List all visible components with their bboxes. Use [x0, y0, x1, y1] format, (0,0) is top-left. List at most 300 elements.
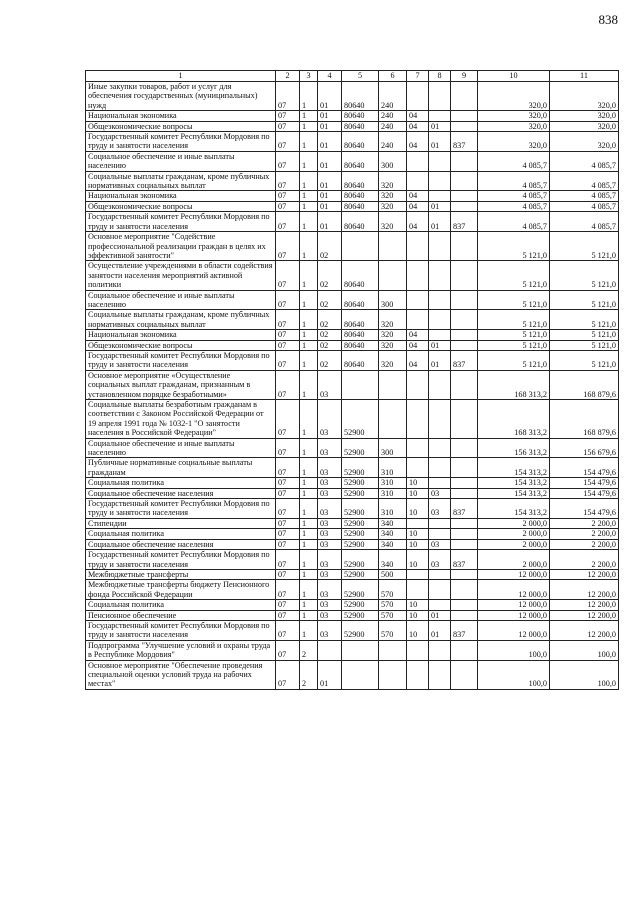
cell-code-3: 1: [300, 350, 318, 370]
table-row: [86, 201, 619, 211]
cell-target-article: 80640: [342, 201, 379, 211]
cell-target-article: 80640: [342, 132, 379, 152]
cell-amount-year-1: 320,0: [478, 82, 550, 111]
cell-code-3: 1: [300, 400, 318, 439]
table-row: [86, 290, 619, 310]
table-row: [86, 499, 619, 519]
cell-code-4: 03: [318, 400, 342, 439]
cell-amount-year-2: 12 200,0: [550, 569, 619, 579]
cell-target-article: 52900: [342, 580, 379, 600]
cell-description: Государственный комитет Республики Мордовия по труду и занятости населения: [86, 620, 276, 640]
cell-expense-type: 310: [379, 499, 407, 519]
cell-amount-year-1: 154 313,2: [478, 488, 550, 498]
cell-code-4: 03: [318, 569, 342, 579]
cell-amount-year-1: 5 121,0: [478, 340, 550, 350]
column-header: 2: [276, 71, 300, 82]
cell-code-3: 1: [300, 121, 318, 131]
cell-target-article: 80640: [342, 261, 379, 290]
cell-expense-type: 320: [379, 310, 407, 330]
table-row: [86, 151, 619, 171]
cell-code-2: 07: [276, 438, 300, 458]
cell-ministry: 837: [451, 132, 478, 152]
table-row: [86, 340, 619, 350]
cell-amount-year-2: 2 200,0: [550, 539, 619, 549]
cell-expense-type: 240: [379, 111, 407, 121]
cell-section: 04: [407, 201, 429, 211]
cell-code-2: 07: [276, 151, 300, 171]
budget-table: [85, 70, 618, 690]
cell-code-3: 1: [300, 569, 318, 579]
cell-subsection: [429, 438, 451, 458]
table-header-row: [86, 71, 619, 82]
cell-amount-year-1: 4 085,7: [478, 191, 550, 201]
cell-amount-year-2: 168 879,6: [550, 400, 619, 439]
cell-section: 04: [407, 121, 429, 131]
cell-ministry: [451, 610, 478, 620]
cell-section: [407, 82, 429, 111]
cell-expense-type: 340: [379, 529, 407, 539]
cell-code-4: 03: [318, 580, 342, 600]
cell-expense-type: 320: [379, 350, 407, 370]
cell-subsection: [429, 518, 451, 528]
cell-ministry: 837: [451, 550, 478, 570]
cell-code-3: 1: [300, 488, 318, 498]
cell-code-4: 03: [318, 529, 342, 539]
cell-subsection: 01: [429, 121, 451, 131]
cell-amount-year-1: 5 121,0: [478, 232, 550, 261]
cell-expense-type: 320: [379, 201, 407, 211]
cell-expense-type: 240: [379, 121, 407, 131]
cell-amount-year-1: 2 000,0: [478, 529, 550, 539]
cell-amount-year-2: 12 200,0: [550, 600, 619, 610]
cell-section: [407, 438, 429, 458]
cell-target-article: 52900: [342, 438, 379, 458]
cell-code-4: 01: [318, 82, 342, 111]
cell-subsection: [429, 600, 451, 610]
cell-code-2: 07: [276, 499, 300, 519]
cell-target-article: 80640: [342, 340, 379, 350]
cell-amount-year-2: 5 121,0: [550, 350, 619, 370]
cell-amount-year-2: 4 085,7: [550, 201, 619, 211]
cell-code-2: 07: [276, 400, 300, 439]
cell-code-2: 07: [276, 518, 300, 528]
cell-ministry: [451, 191, 478, 201]
table-row: [86, 310, 619, 330]
cell-code-4: 03: [318, 499, 342, 519]
table-row: [86, 82, 619, 111]
cell-description: Пенсионное обеспечение: [86, 610, 276, 620]
cell-subsection: [429, 400, 451, 439]
cell-section: 04: [407, 340, 429, 350]
cell-amount-year-1: 5 121,0: [478, 330, 550, 340]
cell-ministry: [451, 488, 478, 498]
cell-description: Межбюджетные трансферты: [86, 569, 276, 579]
table-row: [86, 539, 619, 549]
cell-code-3: 1: [300, 458, 318, 478]
cell-section: 10: [407, 610, 429, 620]
cell-subsection: 01: [429, 620, 451, 640]
cell-section: [407, 290, 429, 310]
cell-target-article: 80640: [342, 111, 379, 121]
cell-code-2: 07: [276, 330, 300, 340]
cell-amount-year-1: 4 085,7: [478, 212, 550, 232]
cell-expense-type: 320: [379, 191, 407, 201]
cell-ministry: [451, 478, 478, 488]
cell-description: Национальная экономика: [86, 191, 276, 201]
cell-ministry: [451, 458, 478, 478]
cell-code-2: 07: [276, 488, 300, 498]
cell-expense-type: 310: [379, 488, 407, 498]
cell-subsection: [429, 478, 451, 488]
cell-amount-year-2: 320,0: [550, 82, 619, 111]
cell-amount-year-1: 320,0: [478, 111, 550, 121]
cell-amount-year-2: 12 200,0: [550, 610, 619, 620]
cell-subsection: 01: [429, 132, 451, 152]
cell-section: 10: [407, 539, 429, 549]
cell-code-4: 01: [318, 191, 342, 201]
cell-ministry: [451, 400, 478, 439]
cell-subsection: [429, 290, 451, 310]
cell-target-article: 52900: [342, 600, 379, 610]
cell-expense-type: 240: [379, 82, 407, 111]
cell-code-2: 07: [276, 550, 300, 570]
cell-code-3: 1: [300, 151, 318, 171]
cell-section: [407, 261, 429, 290]
cell-ministry: [451, 232, 478, 261]
cell-expense-type: 310: [379, 458, 407, 478]
cell-code-4: 02: [318, 340, 342, 350]
column-header: 1: [86, 71, 276, 82]
cell-subsection: [429, 151, 451, 171]
table-row: [86, 400, 619, 439]
cell-code-2: 07: [276, 232, 300, 261]
cell-code-4: 02: [318, 310, 342, 330]
column-header: 11: [550, 71, 619, 82]
cell-description: Социальная политика: [86, 529, 276, 539]
cell-description: Социальное обеспечение населения: [86, 488, 276, 498]
cell-code-2: 07: [276, 620, 300, 640]
cell-ministry: 837: [451, 499, 478, 519]
cell-code-3: 1: [300, 499, 318, 519]
cell-amount-year-1: 168 313,2: [478, 400, 550, 439]
cell-subsection: 03: [429, 550, 451, 570]
cell-amount-year-2: 2 200,0: [550, 550, 619, 570]
table-row: [86, 438, 619, 458]
cell-description: Социальное обеспечение и иные выплаты населению: [86, 290, 276, 310]
cell-code-2: 07: [276, 569, 300, 579]
cell-expense-type: 310: [379, 478, 407, 488]
cell-ministry: [451, 569, 478, 579]
cell-code-4: 03: [318, 600, 342, 610]
cell-description: Общеэкономические вопросы: [86, 340, 276, 350]
cell-code-2: 07: [276, 539, 300, 549]
table-row: [86, 132, 619, 152]
cell-section: 10: [407, 620, 429, 640]
cell-target-article: 52900: [342, 620, 379, 640]
column-header: 8: [429, 71, 451, 82]
cell-amount-year-2: 2 200,0: [550, 529, 619, 539]
cell-description: Национальная экономика: [86, 111, 276, 121]
cell-code-2: 07: [276, 212, 300, 232]
cell-expense-type: 570: [379, 600, 407, 610]
cell-code-2: 07: [276, 660, 300, 689]
cell-description: Государственный комитет Республики Мордовия по труду и занятости населения: [86, 132, 276, 152]
cell-code-2: 07: [276, 171, 300, 191]
column-header: 5: [342, 71, 379, 82]
cell-section: [407, 151, 429, 171]
cell-code-2: 07: [276, 261, 300, 290]
cell-expense-type: 570: [379, 580, 407, 600]
cell-target-article: 80640: [342, 82, 379, 111]
cell-description: Социальная политика: [86, 600, 276, 610]
cell-code-4: 02: [318, 290, 342, 310]
cell-amount-year-2: 5 121,0: [550, 340, 619, 350]
cell-description: Государственный комитет Республики Мордовия по труду и занятости населения: [86, 350, 276, 370]
cell-code-4: 03: [318, 488, 342, 498]
column-header: 9: [451, 71, 478, 82]
cell-amount-year-1: 168 313,2: [478, 370, 550, 399]
cell-code-3: 1: [300, 518, 318, 528]
cell-code-2: 07: [276, 82, 300, 111]
cell-expense-type: [379, 640, 407, 660]
cell-amount-year-2: 154 479,6: [550, 478, 619, 488]
cell-amount-year-2: 154 479,6: [550, 458, 619, 478]
cell-ministry: [451, 310, 478, 330]
cell-description: Общеэкономические вопросы: [86, 201, 276, 211]
cell-amount-year-2: 4 085,7: [550, 191, 619, 201]
cell-description: Государственный комитет Республики Мордовия по труду и занятости населения: [86, 212, 276, 232]
cell-section: [407, 580, 429, 600]
cell-amount-year-2: 4 085,7: [550, 212, 619, 232]
cell-section: 04: [407, 212, 429, 232]
cell-description: Осуществление учреждениями в области содействия занятости населения мероприятий активной политики: [86, 261, 276, 290]
cell-code-4: 01: [318, 111, 342, 121]
table-row: [86, 370, 619, 399]
cell-target-article: 80640: [342, 350, 379, 370]
cell-code-2: 07: [276, 478, 300, 488]
cell-code-2: 07: [276, 111, 300, 121]
cell-code-2: 07: [276, 529, 300, 539]
table-row: [86, 261, 619, 290]
column-header: 10: [478, 71, 550, 82]
cell-ministry: [451, 518, 478, 528]
cell-amount-year-1: 2 000,0: [478, 518, 550, 528]
cell-description: Государственный комитет Республики Мордовия по труду и занятости населения: [86, 550, 276, 570]
cell-amount-year-2: 154 479,6: [550, 499, 619, 519]
column-header: 4: [318, 71, 342, 82]
cell-code-4: 02: [318, 232, 342, 261]
cell-ministry: [451, 438, 478, 458]
cell-target-article: [342, 232, 379, 261]
cell-subsection: [429, 310, 451, 330]
table-row: [86, 660, 619, 689]
cell-amount-year-1: 12 000,0: [478, 610, 550, 620]
cell-ministry: [451, 121, 478, 131]
table-row: [86, 330, 619, 340]
cell-expense-type: [379, 660, 407, 689]
cell-subsection: 01: [429, 610, 451, 620]
cell-description: Иные закупки товаров, работ и услуг для обеспечения государственных (муниципальных) нужд: [86, 82, 276, 111]
cell-code-4: 01: [318, 212, 342, 232]
table-row: [86, 600, 619, 610]
cell-target-article: 52900: [342, 550, 379, 570]
table-row: [86, 350, 619, 370]
cell-amount-year-2: 156 679,6: [550, 438, 619, 458]
cell-target-article: 80640: [342, 310, 379, 330]
cell-amount-year-2: 4 085,7: [550, 171, 619, 191]
cell-code-2: 07: [276, 121, 300, 131]
cell-code-3: 1: [300, 438, 318, 458]
cell-code-3: 1: [300, 201, 318, 211]
cell-description: Основное мероприятие "Содействие профессиональной реализации граждан в целях их эффективной занятости": [86, 232, 276, 261]
table-row: [86, 458, 619, 478]
cell-ministry: [451, 261, 478, 290]
cell-subsection: [429, 660, 451, 689]
cell-description: Национальная экономика: [86, 330, 276, 340]
table-row: [86, 121, 619, 131]
cell-amount-year-1: 2 000,0: [478, 550, 550, 570]
cell-code-4: 02: [318, 261, 342, 290]
cell-code-4: 03: [318, 539, 342, 549]
cell-subsection: 03: [429, 499, 451, 519]
cell-code-4: 01: [318, 121, 342, 131]
cell-expense-type: 340: [379, 539, 407, 549]
cell-code-4: 03: [318, 458, 342, 478]
cell-subsection: 01: [429, 201, 451, 211]
cell-code-3: 1: [300, 340, 318, 350]
cell-expense-type: 570: [379, 620, 407, 640]
cell-section: [407, 458, 429, 478]
cell-expense-type: 340: [379, 518, 407, 528]
cell-target-article: 52900: [342, 488, 379, 498]
cell-amount-year-2: 320,0: [550, 111, 619, 121]
cell-ministry: [451, 580, 478, 600]
cell-code-3: 2: [300, 640, 318, 660]
cell-subsection: [429, 370, 451, 399]
cell-code-3: 1: [300, 132, 318, 152]
cell-ministry: [451, 111, 478, 121]
cell-code-2: 07: [276, 340, 300, 350]
cell-code-3: 1: [300, 478, 318, 488]
cell-expense-type: 320: [379, 171, 407, 191]
cell-target-article: 80640: [342, 330, 379, 340]
cell-amount-year-1: 2 000,0: [478, 539, 550, 549]
cell-code-2: 07: [276, 310, 300, 330]
cell-amount-year-2: 5 121,0: [550, 232, 619, 261]
cell-code-3: 1: [300, 82, 318, 111]
cell-ministry: [451, 529, 478, 539]
cell-section: [407, 569, 429, 579]
cell-code-3: 1: [300, 212, 318, 232]
cell-code-4: 03: [318, 478, 342, 488]
cell-ministry: 837: [451, 212, 478, 232]
cell-description: Основное мероприятие «Осуществление социальных выплат гражданам, признанным в установленном порядке безработными»: [86, 370, 276, 399]
column-header: 6: [379, 71, 407, 82]
cell-expense-type: 320: [379, 330, 407, 340]
cell-description: Социальное обеспечение и иные выплаты населению: [86, 438, 276, 458]
cell-code-3: 1: [300, 171, 318, 191]
cell-amount-year-2: 4 085,7: [550, 151, 619, 171]
cell-target-article: 52900: [342, 518, 379, 528]
cell-section: 04: [407, 350, 429, 370]
cell-code-3: 1: [300, 261, 318, 290]
cell-code-2: 07: [276, 600, 300, 610]
cell-code-4: 03: [318, 620, 342, 640]
cell-subsection: 03: [429, 488, 451, 498]
table-row: [86, 488, 619, 498]
cell-amount-year-1: 156 313,2: [478, 438, 550, 458]
cell-section: 04: [407, 330, 429, 340]
cell-target-article: 80640: [342, 151, 379, 171]
cell-description: Основное мероприятие "Обеспечение проведения специальной оценки условий труда на рабочих местах": [86, 660, 276, 689]
cell-amount-year-2: 12 200,0: [550, 620, 619, 640]
cell-code-2: 07: [276, 132, 300, 152]
cell-ministry: [451, 330, 478, 340]
cell-target-article: 52900: [342, 400, 379, 439]
cell-target-article: [342, 640, 379, 660]
cell-target-article: 80640: [342, 212, 379, 232]
cell-code-2: 07: [276, 580, 300, 600]
table-row: [86, 640, 619, 660]
cell-expense-type: 300: [379, 290, 407, 310]
table-row: [86, 529, 619, 539]
cell-section: 10: [407, 550, 429, 570]
cell-section: 04: [407, 191, 429, 201]
cell-section: [407, 370, 429, 399]
cell-code-4: [318, 640, 342, 660]
cell-code-2: 07: [276, 191, 300, 201]
cell-ministry: 837: [451, 620, 478, 640]
cell-ministry: 837: [451, 350, 478, 370]
table-row: [86, 610, 619, 620]
cell-subsection: [429, 458, 451, 478]
cell-subsection: 01: [429, 212, 451, 232]
cell-target-article: 52900: [342, 539, 379, 549]
budget-table-grid: [85, 70, 619, 690]
cell-expense-type: 500: [379, 569, 407, 579]
cell-subsection: [429, 171, 451, 191]
cell-code-4: 01: [318, 201, 342, 211]
cell-subsection: [429, 232, 451, 261]
cell-code-3: 1: [300, 310, 318, 330]
cell-subsection: 01: [429, 350, 451, 370]
cell-code-3: 1: [300, 580, 318, 600]
cell-subsection: [429, 330, 451, 340]
cell-code-4: 03: [318, 370, 342, 399]
cell-amount-year-1: 4 085,7: [478, 151, 550, 171]
cell-amount-year-1: 154 313,2: [478, 499, 550, 519]
cell-section: [407, 640, 429, 660]
cell-code-3: 1: [300, 600, 318, 610]
cell-code-2: 07: [276, 350, 300, 370]
cell-section: 10: [407, 529, 429, 539]
cell-amount-year-2: 154 479,6: [550, 488, 619, 498]
cell-description: Социальные выплаты гражданам, кроме публичных нормативных социальных выплат: [86, 310, 276, 330]
cell-amount-year-1: 320,0: [478, 132, 550, 152]
table-body: [86, 82, 619, 690]
cell-target-article: 80640: [342, 171, 379, 191]
cell-description: Публичные нормативные социальные выплаты гражданам: [86, 458, 276, 478]
cell-description: Межбюджетные трансферты бюджету Пенсионного фонда Российской Федерации: [86, 580, 276, 600]
cell-description: Стипендии: [86, 518, 276, 528]
cell-code-3: 1: [300, 290, 318, 310]
table-row: [86, 580, 619, 600]
cell-subsection: [429, 82, 451, 111]
table-row: [86, 232, 619, 261]
page-number: 838: [598, 12, 618, 27]
cell-code-3: 1: [300, 191, 318, 201]
column-header: 7: [407, 71, 429, 82]
